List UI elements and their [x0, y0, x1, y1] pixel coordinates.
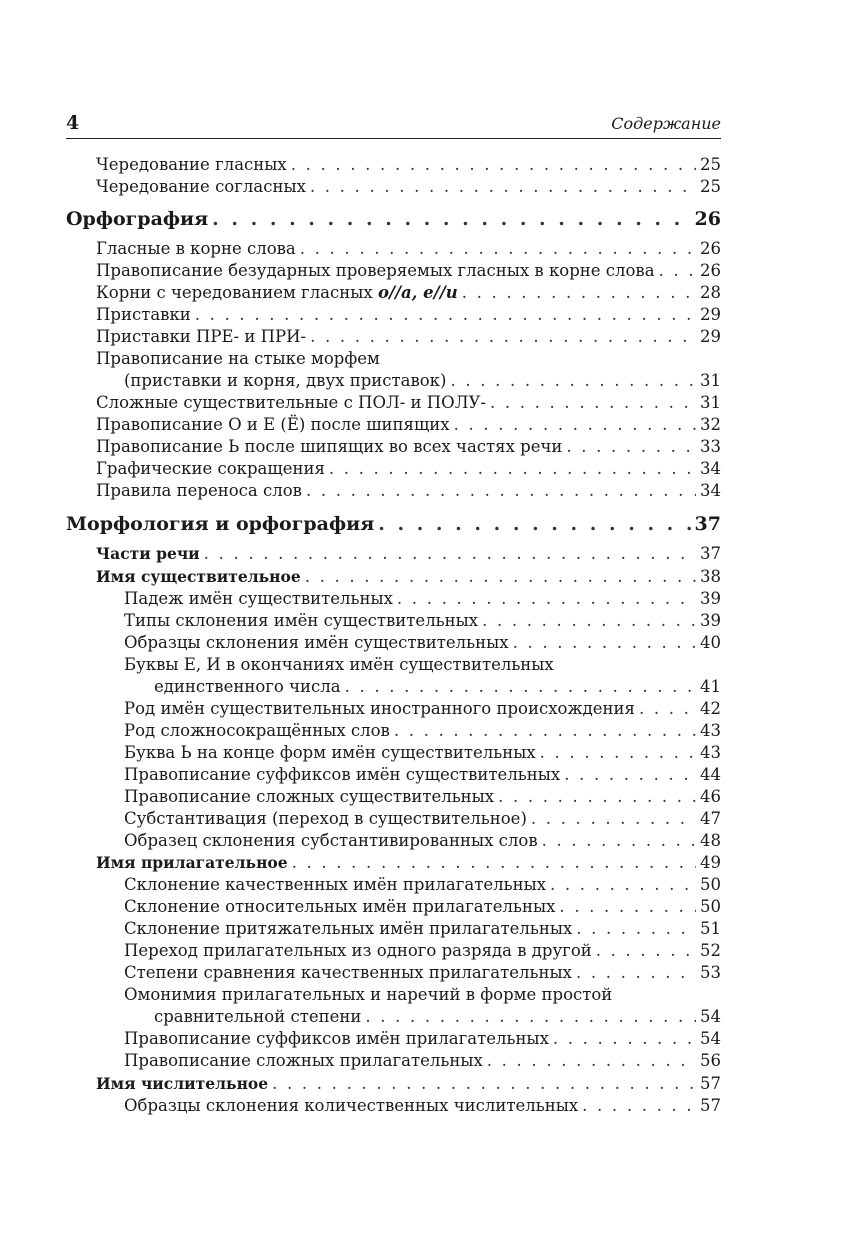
dot-leader — [212, 206, 690, 232]
toc-entry-title: Правописание Ь после шипящих во всех частях речи — [96, 437, 563, 456]
toc-entry-title-text: Корни с чередованием гласных — [96, 283, 378, 302]
dot-leader — [329, 458, 696, 480]
toc-section[interactable] — [66, 511, 721, 537]
dot-leader — [576, 962, 696, 984]
dot-leader — [566, 436, 696, 458]
toc-entry-title: Склонение относительных имён прилагательных — [124, 897, 556, 916]
toc-entry[interactable] — [96, 260, 721, 282]
toc-entry-page: 43 — [700, 721, 721, 740]
toc-entry[interactable] — [124, 918, 721, 940]
toc-subsection-page: 38 — [700, 567, 721, 586]
toc-entry-page: 33 — [700, 437, 721, 456]
toc-entry-page: 39 — [700, 589, 721, 608]
toc-entry[interactable] — [96, 414, 721, 436]
toc-entry-title: Склонение качественных имён прилагательных — [124, 875, 547, 894]
toc-entry-title: Образцы склонения имён существительных — [124, 633, 509, 652]
toc-entry-title: Правописание суффиксов имён существительных — [124, 765, 561, 784]
toc-entry-page: 31 — [700, 393, 721, 412]
toc-entry[interactable] — [96, 304, 721, 326]
alternation-letters: о//а, е//и — [377, 283, 458, 302]
toc-entry-page: 47 — [700, 809, 721, 828]
dot-leader — [195, 304, 696, 326]
toc-entry[interactable] — [96, 480, 721, 502]
toc-entry-page: 54 — [700, 1029, 721, 1048]
toc-entry[interactable] — [124, 720, 721, 742]
page-number: 4 — [66, 112, 80, 134]
toc-entry-title: Субстантивация (переход в существительное) — [124, 809, 527, 828]
toc-entry-title: Буква Ь на конце форм имён существительных — [124, 743, 536, 762]
toc-entry-title: Правописание суффиксов имён прилагательных — [124, 1029, 549, 1048]
dot-leader — [559, 896, 696, 918]
toc-entry-page: 53 — [700, 963, 721, 982]
toc-entry[interactable] — [124, 962, 721, 984]
dot-leader — [531, 808, 696, 830]
toc-entry[interactable] — [124, 370, 721, 392]
toc-entry-page: 48 — [700, 831, 721, 850]
toc-entry-page: 29 — [700, 327, 721, 346]
toc-entry[interactable] — [96, 238, 721, 260]
dot-leader — [659, 260, 696, 282]
toc-section-page: 26 — [694, 208, 721, 230]
toc-subsection[interactable] — [96, 543, 721, 565]
dot-leader — [272, 1073, 696, 1095]
dot-leader — [639, 698, 696, 720]
dot-leader — [596, 940, 696, 962]
toc-entry-title: Приставки — [96, 305, 191, 324]
dot-leader — [300, 238, 696, 260]
toc-entry-title-line1[interactable]: Буквы Е, И в окончаниях имён существительных — [124, 655, 554, 674]
dot-leader — [490, 392, 696, 414]
toc-subsection-title: Имя числительное — [96, 1074, 269, 1093]
toc-entry[interactable] — [124, 632, 721, 654]
toc-entry[interactable] — [96, 282, 721, 304]
toc-entry[interactable] — [124, 874, 721, 896]
toc-entry-title: Правописание безударных проверяемых гласных в корне слова — [96, 261, 655, 280]
dot-leader — [397, 588, 696, 610]
dot-leader — [487, 1050, 696, 1072]
toc-subsection[interactable] — [96, 566, 721, 588]
toc-entry-page: 28 — [700, 283, 721, 302]
toc-entry-page: 26 — [700, 261, 721, 280]
toc-entry-title: Образцы склонения количественных числительных — [124, 1096, 579, 1115]
toc-entry-title: Склонение притяжательных имён прилагательных — [124, 919, 573, 938]
toc-subsection-page: 49 — [700, 853, 721, 872]
toc-entry-title-line2: единственного числа — [154, 677, 341, 696]
toc-entry-title-line1[interactable]: Омонимия прилагательных и наречий в форме простой — [124, 985, 613, 1004]
toc-entry-page: 50 — [700, 875, 721, 894]
toc-entry[interactable] — [124, 896, 721, 918]
toc-entry-title-line2: сравнительной степени — [154, 1007, 362, 1026]
toc-entry[interactable] — [124, 1095, 721, 1117]
toc-entry[interactable] — [124, 1050, 721, 1072]
toc-entry-title: Род имён существительных иностранного происхождения — [124, 699, 635, 718]
dot-leader — [345, 676, 696, 698]
toc-subsection[interactable] — [96, 852, 721, 874]
toc-entry-page: 56 — [700, 1051, 721, 1070]
dot-leader — [550, 874, 696, 896]
toc-entry-page: 43 — [700, 743, 721, 762]
toc-entry-page: 50 — [700, 897, 721, 916]
dot-leader — [291, 154, 696, 176]
dot-leader — [306, 480, 696, 502]
toc-entry-page: 44 — [700, 765, 721, 784]
toc-entry-title: Степени сравнения качественных прилагательных — [124, 963, 572, 982]
toc-entry-title: Правила переноса слов — [96, 481, 302, 500]
toc-subsection-title: Имя существительное — [96, 567, 301, 586]
toc-entry[interactable] — [96, 392, 721, 414]
toc-entry[interactable] — [124, 764, 721, 786]
toc-entry[interactable] — [96, 154, 721, 176]
dot-leader — [498, 786, 696, 808]
toc-entry[interactable] — [124, 808, 721, 830]
dot-leader — [542, 830, 696, 852]
dot-leader — [513, 632, 696, 654]
toc-entry-title: Образец склонения субстантивированных слов — [124, 831, 538, 850]
toc-entry-page: 57 — [700, 1096, 721, 1115]
toc-entry-title: Типы склонения имён существительных — [124, 611, 479, 630]
toc-entry-page: 26 — [700, 239, 721, 258]
toc-entry[interactable] — [124, 742, 721, 764]
toc-subsection[interactable] — [96, 1073, 721, 1095]
toc-entry[interactable] — [96, 458, 721, 480]
toc-entry-page: 34 — [700, 481, 721, 500]
toc-entry-title: Падеж имён существительных — [124, 589, 393, 608]
toc-subsection-title: Части речи — [96, 544, 200, 563]
toc-entry-page: 29 — [700, 305, 721, 324]
toc-entry-title-line1[interactable]: Правописание на стыке морфем — [96, 349, 380, 368]
dot-leader — [576, 918, 696, 940]
toc-section[interactable] — [66, 206, 721, 232]
toc-entry-title: Род сложносокращённых слов — [124, 721, 390, 740]
toc-entry-title: Правописание О и Е (Ё) после шипящих — [96, 415, 450, 434]
toc-entry[interactable] — [124, 830, 721, 852]
toc-entry-title: Чередование согласных — [96, 177, 306, 196]
toc-entry-page: 54 — [700, 1007, 721, 1026]
toc-entry-page: 34 — [700, 459, 721, 478]
toc-entry[interactable] — [124, 610, 721, 632]
dot-leader — [454, 414, 696, 436]
dot-leader — [310, 176, 696, 198]
toc-entry-page: 40 — [700, 633, 721, 652]
toc-entry-page: 46 — [700, 787, 721, 806]
running-title: Содержание — [611, 114, 721, 133]
toc-subsection-page: 57 — [700, 1074, 721, 1093]
toc-entry-title: Переход прилагательных из одного разряда в другой — [124, 941, 592, 960]
toc-entry[interactable] — [124, 940, 721, 962]
dot-leader — [462, 282, 696, 304]
toc-entry-title — [96, 282, 458, 304]
toc-entry[interactable] — [154, 676, 721, 698]
toc-subsection-title: Имя прилагательное — [96, 853, 288, 872]
toc-entry-title: Гласные в корне слова — [96, 239, 296, 258]
toc-entry-page: 39 — [700, 611, 721, 630]
toc-entry[interactable] — [124, 786, 721, 808]
dot-leader — [378, 511, 690, 537]
toc-entry-page: 32 — [700, 415, 721, 434]
toc-entry-page: 25 — [700, 155, 721, 174]
dot-leader — [582, 1095, 696, 1117]
toc-entry-title: Правописание сложных существительных — [124, 787, 495, 806]
toc-entry-title: Сложные существительные с ПОЛ- и ПОЛУ- — [96, 393, 486, 412]
toc-entry-page: 25 — [700, 177, 721, 196]
page-header — [66, 112, 721, 139]
toc-entry[interactable] — [124, 588, 721, 610]
toc-entry[interactable] — [154, 1006, 721, 1028]
dot-leader — [292, 852, 696, 874]
toc-entry-page: 41 — [700, 677, 721, 696]
dot-leader — [204, 543, 696, 565]
dot-leader — [450, 370, 696, 392]
dot-leader — [540, 742, 696, 764]
dot-leader — [394, 720, 696, 742]
dot-leader — [310, 326, 696, 348]
toc-section-title: Морфология и орфография — [66, 513, 375, 535]
dot-leader — [553, 1028, 696, 1050]
toc-entry-page: 42 — [700, 699, 721, 718]
toc-entry-page: 31 — [700, 371, 721, 390]
dot-leader — [564, 764, 696, 786]
dot-leader — [365, 1006, 696, 1028]
toc-entry[interactable] — [124, 1028, 721, 1050]
toc-entry-title: Чередование гласных — [96, 155, 287, 174]
toc-entry[interactable] — [96, 326, 721, 348]
toc-section-title: Орфография — [66, 208, 209, 230]
toc-entry[interactable] — [124, 698, 721, 720]
toc-entry-title-line2: (приставки и корня, двух приставок) — [124, 371, 447, 390]
toc-entry-page: 52 — [700, 941, 721, 960]
toc-entry-title: Графические сокращения — [96, 459, 325, 478]
toc-entry-title: Правописание сложных прилагательных — [124, 1051, 483, 1070]
toc-entry-page: 51 — [700, 919, 721, 938]
toc-entry-title: Приставки ПРЕ- и ПРИ- — [96, 327, 307, 346]
toc-section-page: 37 — [694, 513, 721, 535]
toc-entry[interactable] — [96, 436, 721, 458]
dot-leader — [482, 610, 696, 632]
toc-subsection-page: 37 — [700, 544, 721, 563]
dot-leader — [305, 566, 696, 588]
toc-entry[interactable] — [96, 176, 721, 198]
